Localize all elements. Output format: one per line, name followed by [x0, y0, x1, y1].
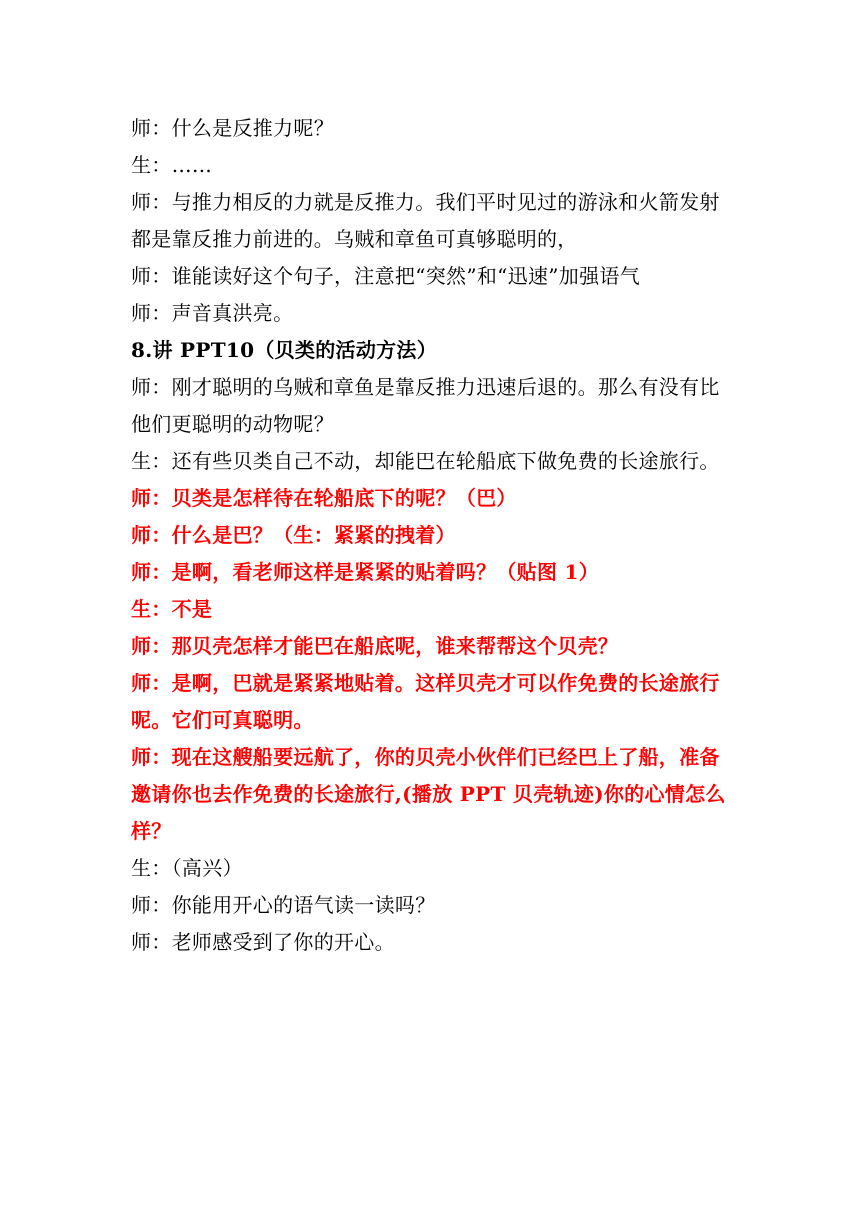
- paragraph-16: 生：（高兴）: [131, 856, 243, 880]
- paragraph-4: 师：谁能读好这个句子，注意把“突然”和“迅速”加强语气: [131, 264, 640, 288]
- highlighted-paragraph-5: 师：那贝壳怎样才能巴在船底呢，谁来帮帮这个贝壳？: [131, 634, 619, 658]
- highlighted-paragraph-4: 生：不是: [131, 597, 213, 621]
- section-heading: 8.讲 PPT10（贝类的活动方法）: [131, 338, 438, 362]
- paragraph-18: 师：老师感受到了你的开心。: [131, 930, 395, 954]
- highlighted-paragraph-6: 师：是啊，巴就是紧紧地贴着。这样贝壳才可以作免费的长途旅行呢。它们可真聪明。: [131, 671, 720, 732]
- paragraph-17: 师：你能用开心的语气读一读吗？: [131, 893, 436, 917]
- highlighted-paragraph-3: 师：是啊，看老师这样是紧紧的贴着吗？（贴图 1）: [131, 560, 600, 584]
- document-body: [131, 110, 733, 961]
- paragraph-1: 师：什么是反推力呢？: [131, 116, 334, 140]
- paragraph-7: 师：刚才聪明的乌贼和章鱼是靠反推力迅速后退的。那么有没有比他们更聪明的动物呢？: [131, 375, 720, 436]
- highlighted-paragraph-7: 师：现在这艘船要远航了，你的贝壳小伙伴们已经巴上了船，准备邀请你也去作免费的长途旅行,(播放 PPT 贝壳轨迹)你的心情怎么样？: [131, 745, 726, 843]
- paragraph-5: 师：声音真洪亮。: [131, 301, 294, 325]
- highlighted-paragraph-1: 师：贝类是怎样待在轮船底下的呢？（巴）: [131, 486, 517, 510]
- paragraph-2: 生：……: [131, 153, 213, 177]
- paragraph-3: 师：与推力相反的力就是反推力。我们平时见过的游泳和火箭发射都是靠反推力前进的。乌贼和章鱼可真够聪明的，: [131, 190, 720, 251]
- paragraph-8: 生：还有些贝类自己不动，却能巴在轮船底下做免费的长途旅行。: [131, 449, 720, 473]
- highlighted-paragraph-2: 师：什么是巴？（生：紧紧的拽着）: [131, 523, 456, 547]
